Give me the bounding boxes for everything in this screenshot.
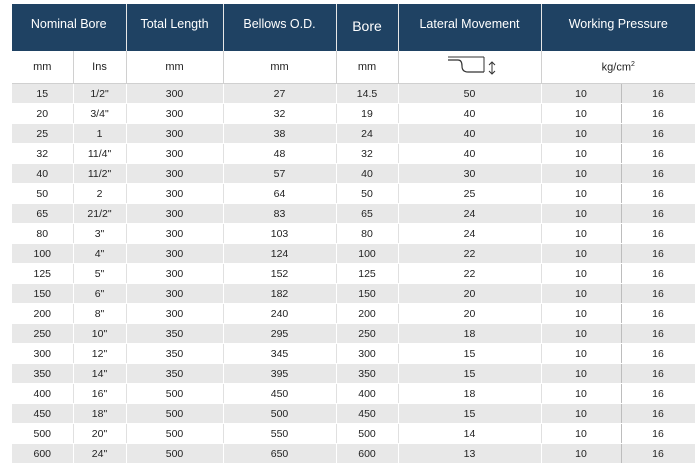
- cell-lateral: 15: [398, 344, 541, 364]
- table-row: [12, 364, 695, 384]
- table-row: [12, 324, 695, 344]
- cell-mm: 32: [12, 144, 73, 164]
- cell-mm: 400: [12, 384, 73, 404]
- cell-bore: 450: [336, 404, 398, 424]
- cell-p2: 16: [621, 184, 695, 204]
- cell-ins: 18": [73, 404, 126, 424]
- table-row: [12, 444, 695, 464]
- unit-bellows-od: mm: [223, 51, 336, 84]
- cell-total-length: 500: [126, 444, 223, 464]
- cell-ins: 16": [73, 384, 126, 404]
- cell-mm: 65: [12, 204, 73, 224]
- cell-bellows-od: 38: [223, 124, 336, 144]
- table-body: [12, 84, 695, 464]
- cell-bellows-od: 27: [223, 84, 336, 104]
- cell-ins: 1: [73, 124, 126, 144]
- cell-ins: 6": [73, 284, 126, 304]
- unit-pressure: $kg/cm^2$: [541, 51, 695, 84]
- cell-ins: 10": [73, 324, 126, 344]
- cell-lateral: 25: [398, 184, 541, 204]
- table-row: [12, 124, 695, 144]
- cell-p2: 16: [621, 324, 695, 344]
- cell-lateral: 18: [398, 324, 541, 344]
- table-row: [12, 264, 695, 284]
- cell-bore: 19: [336, 104, 398, 124]
- cell-total-length: 300: [126, 244, 223, 264]
- cell-total-length: 350: [126, 344, 223, 364]
- cell-mm: 25: [12, 124, 73, 144]
- cell-mm: 450: [12, 404, 73, 424]
- cell-lateral: 20: [398, 304, 541, 324]
- table-row: [12, 284, 695, 304]
- cell-p1: 10: [541, 184, 621, 204]
- cell-lateral: 22: [398, 264, 541, 284]
- cell-lateral: 20: [398, 284, 541, 304]
- cell-p2: 16: [621, 304, 695, 324]
- cell-ins: 8": [73, 304, 126, 324]
- cell-p1: 10: [541, 84, 621, 104]
- cell-mm: 50: [12, 184, 73, 204]
- cell-p1: 10: [541, 164, 621, 184]
- cell-p2: 16: [621, 404, 695, 424]
- cell-p2: 16: [621, 424, 695, 444]
- cell-mm: 300: [12, 344, 73, 364]
- header-row: [12, 4, 695, 51]
- cell-p2: 16: [621, 164, 695, 184]
- cell-p2: 16: [621, 364, 695, 384]
- cell-p2: 16: [621, 104, 695, 124]
- cell-p1: 10: [541, 444, 621, 464]
- cell-bore: 125: [336, 264, 398, 284]
- specification-table: [12, 4, 695, 464]
- cell-bellows-od: 124: [223, 244, 336, 264]
- cell-ins: 14": [73, 364, 126, 384]
- cell-ins: 3/4": [73, 104, 126, 124]
- table-row: [12, 384, 695, 404]
- cell-lateral: 24: [398, 204, 541, 224]
- cell-bore: 350: [336, 364, 398, 384]
- bore-header: Bore: [336, 4, 398, 51]
- lateral-movement-header: Lateral Movement: [398, 4, 541, 51]
- unit-total-length: mm: [126, 51, 223, 84]
- cell-bellows-od: 500: [223, 404, 336, 424]
- cell-p1: 10: [541, 144, 621, 164]
- cell-total-length: 300: [126, 264, 223, 284]
- cell-bellows-od: 182: [223, 284, 336, 304]
- cell-lateral: 22: [398, 244, 541, 264]
- cell-lateral: 50: [398, 84, 541, 104]
- cell-bellows-od: 64: [223, 184, 336, 204]
- cell-lateral: 13: [398, 444, 541, 464]
- cell-lateral: 18: [398, 384, 541, 404]
- cell-mm: 100: [12, 244, 73, 264]
- cell-ins: 20": [73, 424, 126, 444]
- cell-total-length: 500: [126, 384, 223, 404]
- cell-mm: 15: [12, 84, 73, 104]
- cell-bore: 32: [336, 144, 398, 164]
- cell-lateral: 14: [398, 424, 541, 444]
- cell-lateral: 40: [398, 104, 541, 124]
- cell-bore: 80: [336, 224, 398, 244]
- table-row: [12, 344, 695, 364]
- cell-bore: 200: [336, 304, 398, 324]
- cell-bellows-od: 650: [223, 444, 336, 464]
- cell-bore: 150: [336, 284, 398, 304]
- cell-p1: 10: [541, 324, 621, 344]
- cell-total-length: 300: [126, 84, 223, 104]
- cell-p1: 10: [541, 364, 621, 384]
- total-length-header: Total Length: [126, 4, 223, 51]
- cell-total-length: 350: [126, 364, 223, 384]
- cell-bellows-od: 57: [223, 164, 336, 184]
- cell-bore: 250: [336, 324, 398, 344]
- working-pressure-header: Working Pressure: [541, 4, 695, 51]
- cell-p1: 10: [541, 104, 621, 124]
- cell-mm: 500: [12, 424, 73, 444]
- cell-lateral: 40: [398, 144, 541, 164]
- cell-mm: 40: [12, 164, 73, 184]
- cell-total-length: 300: [126, 124, 223, 144]
- cell-bellows-od: 395: [223, 364, 336, 384]
- table-row: [12, 404, 695, 424]
- units-row: [12, 51, 695, 84]
- cell-mm: 200: [12, 304, 73, 324]
- cell-p1: 10: [541, 304, 621, 324]
- cell-bellows-od: 152: [223, 264, 336, 284]
- table-row: [12, 224, 695, 244]
- cell-p2: 16: [621, 124, 695, 144]
- cell-p2: 16: [621, 444, 695, 464]
- cell-p2: 16: [621, 144, 695, 164]
- cell-ins: 11/2": [73, 164, 126, 184]
- cell-ins: 4": [73, 244, 126, 264]
- cell-p2: 16: [621, 244, 695, 264]
- cell-p2: 16: [621, 204, 695, 224]
- cell-p1: 10: [541, 384, 621, 404]
- cell-mm: 20: [12, 104, 73, 124]
- table-row: [12, 144, 695, 164]
- cell-bellows-od: 240: [223, 304, 336, 324]
- cell-total-length: 300: [126, 164, 223, 184]
- cell-bellows-od: 345: [223, 344, 336, 364]
- cell-p1: 10: [541, 204, 621, 224]
- cell-p2: 16: [621, 84, 695, 104]
- cell-p1: 10: [541, 344, 621, 364]
- table-row: [12, 104, 695, 124]
- cell-lateral: 15: [398, 404, 541, 424]
- cell-ins: 1/2": [73, 84, 126, 104]
- unit-mm: mm: [12, 51, 73, 84]
- cell-bellows-od: 103: [223, 224, 336, 244]
- cell-total-length: 300: [126, 224, 223, 244]
- cell-lateral: 24: [398, 224, 541, 244]
- cell-p1: 10: [541, 224, 621, 244]
- cell-bore: 300: [336, 344, 398, 364]
- cell-bellows-od: 83: [223, 204, 336, 224]
- cell-ins: 3": [73, 224, 126, 244]
- cell-p1: 10: [541, 244, 621, 264]
- cell-lateral: 30: [398, 164, 541, 184]
- cell-total-length: 300: [126, 304, 223, 324]
- cell-bellows-od: 295: [223, 324, 336, 344]
- cell-ins: 12": [73, 344, 126, 364]
- cell-p2: 16: [621, 284, 695, 304]
- cell-total-length: 300: [126, 184, 223, 204]
- cell-total-length: 300: [126, 104, 223, 124]
- nominal-bore-header: Nominal Bore: [12, 4, 126, 51]
- cell-bore: 50: [336, 184, 398, 204]
- table-row: [12, 304, 695, 324]
- cell-total-length: 500: [126, 404, 223, 424]
- cell-ins: 24": [73, 444, 126, 464]
- cell-bore: 500: [336, 424, 398, 444]
- cell-mm: 150: [12, 284, 73, 304]
- bellows-od-header: Bellows O.D.: [223, 4, 336, 51]
- lateral-offset-icon: [398, 51, 541, 84]
- cell-mm: 600: [12, 444, 73, 464]
- cell-ins: 5": [73, 264, 126, 284]
- table-row: [12, 184, 695, 204]
- cell-total-length: 350: [126, 324, 223, 344]
- cell-p1: 10: [541, 264, 621, 284]
- cell-ins: 2: [73, 184, 126, 204]
- unit-bore: mm: [336, 51, 398, 84]
- cell-p2: 16: [621, 264, 695, 284]
- cell-ins: 11/4": [73, 144, 126, 164]
- cell-mm: 80: [12, 224, 73, 244]
- table-row: [12, 84, 695, 104]
- cell-p2: 16: [621, 224, 695, 244]
- cell-p2: 16: [621, 344, 695, 364]
- cell-bore: 100: [336, 244, 398, 264]
- cell-ins: 21/2": [73, 204, 126, 224]
- cell-total-length: 300: [126, 204, 223, 224]
- unit-ins: Ins: [73, 51, 126, 84]
- cell-bore: 14.5: [336, 84, 398, 104]
- cell-p1: 10: [541, 424, 621, 444]
- cell-bore: 600: [336, 444, 398, 464]
- cell-lateral: 40: [398, 124, 541, 144]
- cell-total-length: 500: [126, 424, 223, 444]
- cell-p1: 10: [541, 284, 621, 304]
- cell-bore: 24: [336, 124, 398, 144]
- cell-mm: 125: [12, 264, 73, 284]
- cell-bellows-od: 32: [223, 104, 336, 124]
- cell-p2: 16: [621, 384, 695, 404]
- cell-bore: 40: [336, 164, 398, 184]
- cell-bellows-od: 550: [223, 424, 336, 444]
- cell-bore: 65: [336, 204, 398, 224]
- cell-bellows-od: 48: [223, 144, 336, 164]
- table-row: [12, 164, 695, 184]
- cell-total-length: 300: [126, 284, 223, 304]
- cell-mm: 250: [12, 324, 73, 344]
- cell-p1: 10: [541, 124, 621, 144]
- cell-bore: 400: [336, 384, 398, 404]
- cell-p1: 10: [541, 404, 621, 424]
- cell-total-length: 300: [126, 144, 223, 164]
- table-row: [12, 204, 695, 224]
- table-row: [12, 424, 695, 444]
- table-row: [12, 244, 695, 264]
- cell-mm: 350: [12, 364, 73, 384]
- cell-lateral: 15: [398, 364, 541, 384]
- cell-bellows-od: 450: [223, 384, 336, 404]
